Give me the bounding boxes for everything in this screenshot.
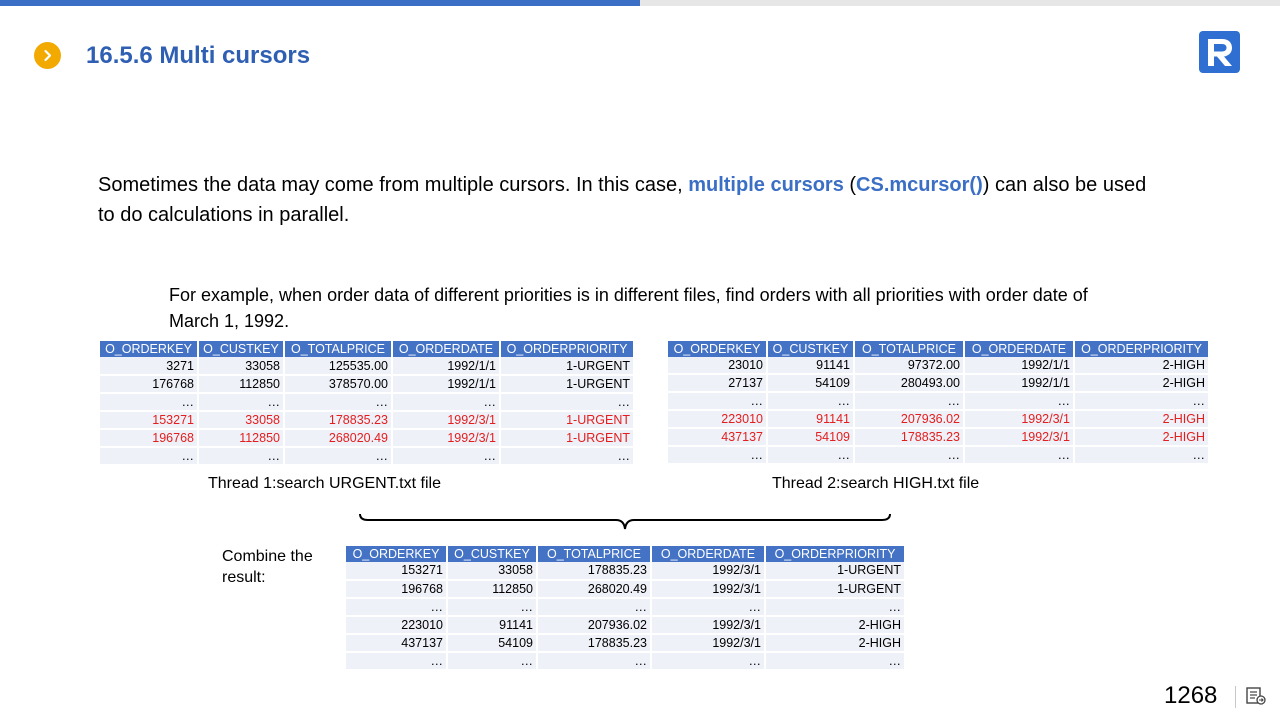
table-cell: 207936.02 bbox=[537, 616, 651, 634]
table-cell: … bbox=[964, 446, 1074, 464]
table-row-highlighted bbox=[100, 429, 634, 447]
table-cell: … bbox=[765, 598, 905, 616]
table-cell: 1992/3/1 bbox=[964, 428, 1074, 446]
table-row-highlighted bbox=[668, 410, 1209, 428]
column-header: O_ORDERKEY bbox=[100, 341, 198, 357]
intro-highlight-multiple-cursors: multiple cursors bbox=[688, 174, 844, 196]
table-cell: 178835.23 bbox=[537, 562, 651, 580]
table-cell: 33058 bbox=[198, 411, 284, 429]
column-header: O_ORDERKEY bbox=[346, 546, 447, 562]
table-cell: 1992/1/1 bbox=[392, 375, 500, 393]
table-row bbox=[346, 562, 905, 580]
table-cell: 1-URGENT bbox=[500, 357, 634, 375]
table-cell: 112850 bbox=[447, 580, 537, 598]
intro-highlight-function: CS.mcursor() bbox=[856, 174, 983, 196]
table-cell: 54109 bbox=[447, 634, 537, 652]
table-cell: 178835.23 bbox=[854, 428, 964, 446]
table-cell: 2-HIGH bbox=[1074, 410, 1209, 428]
table-row bbox=[346, 598, 905, 616]
table-cell: … bbox=[1074, 446, 1209, 464]
table-row bbox=[346, 652, 905, 670]
thread2-table bbox=[668, 341, 1210, 465]
progress-fill bbox=[0, 0, 640, 6]
table-cell: 3271 bbox=[100, 357, 198, 375]
table-cell: 91141 bbox=[447, 616, 537, 634]
table-cell: 1992/3/1 bbox=[392, 429, 500, 447]
table-cell: … bbox=[537, 652, 651, 670]
example-text: For example, when order data of different priorities is in different files, find orders with all priorities with order date of March 1, 1992. bbox=[169, 285, 1088, 331]
table-header-row bbox=[100, 341, 634, 357]
table-row bbox=[100, 447, 634, 465]
table-cell: … bbox=[767, 392, 854, 410]
table-cell: 176768 bbox=[100, 375, 198, 393]
intro-text-part1: Sometimes the data may come from multiple cursors. In this case, bbox=[98, 174, 689, 196]
column-header: O_TOTALPRICE bbox=[284, 341, 392, 357]
intro-text-part2: ( bbox=[843, 174, 857, 196]
table-row bbox=[100, 375, 634, 393]
progress-bar bbox=[0, 0, 1280, 6]
table-cell: 112850 bbox=[198, 375, 284, 393]
table-cell: 1-URGENT bbox=[500, 429, 634, 447]
table-cell: 378570.00 bbox=[284, 375, 392, 393]
table-header-row bbox=[668, 341, 1209, 357]
table-cell: 112850 bbox=[198, 429, 284, 447]
table-row-highlighted bbox=[668, 428, 1209, 446]
table-row bbox=[668, 446, 1209, 464]
thread2-caption: Thread 2:search HIGH.txt file bbox=[772, 475, 980, 492]
table-cell: 1992/3/1 bbox=[651, 634, 765, 652]
table-row-highlighted bbox=[100, 411, 634, 429]
notes-icon[interactable] bbox=[1245, 686, 1267, 706]
combine-label: Combine the result: bbox=[222, 548, 313, 586]
table-cell: … bbox=[854, 392, 964, 410]
table-cell: 437137 bbox=[346, 634, 447, 652]
table-cell: 97372.00 bbox=[854, 357, 964, 374]
table-cell: 2-HIGH bbox=[1074, 374, 1209, 392]
table-cell: … bbox=[447, 598, 537, 616]
page-title: 16.5.6 Multi cursors bbox=[86, 42, 311, 69]
table-cell: 2-HIGH bbox=[1074, 428, 1209, 446]
column-header: O_TOTALPRICE bbox=[854, 341, 964, 357]
table-cell: … bbox=[346, 652, 447, 670]
table-cell: 27137 bbox=[668, 374, 767, 392]
table-cell: … bbox=[765, 652, 905, 670]
table-cell: 54109 bbox=[767, 428, 854, 446]
table-cell: 280493.00 bbox=[854, 374, 964, 392]
table-row bbox=[346, 580, 905, 598]
table-cell: 1992/3/1 bbox=[651, 562, 765, 580]
table-cell: … bbox=[392, 447, 500, 465]
table-cell: 1992/1/1 bbox=[392, 357, 500, 375]
combined-result-table bbox=[346, 546, 906, 671]
table-cell: 1992/1/1 bbox=[964, 374, 1074, 392]
table-row bbox=[668, 357, 1209, 374]
thread1-caption: Thread 1:search URGENT.txt file bbox=[208, 475, 441, 492]
table-cell: … bbox=[537, 598, 651, 616]
table-cell: 125535.00 bbox=[284, 357, 392, 375]
table-cell: 1-URGENT bbox=[765, 580, 905, 598]
column-header: O_ORDERDATE bbox=[392, 341, 500, 357]
table-cell: 1992/3/1 bbox=[392, 411, 500, 429]
table-cell: 196768 bbox=[346, 580, 447, 598]
table-cell: … bbox=[100, 393, 198, 411]
table-row bbox=[100, 357, 634, 375]
table-row bbox=[668, 392, 1209, 410]
table-cell: … bbox=[500, 447, 634, 465]
table-cell: 91141 bbox=[767, 357, 854, 374]
column-header: O_ORDERPRIORITY bbox=[500, 341, 634, 357]
table-row bbox=[668, 374, 1209, 392]
table-cell: 1992/3/1 bbox=[651, 580, 765, 598]
table-cell: 91141 bbox=[767, 410, 854, 428]
column-header: O_ORDERPRIORITY bbox=[765, 546, 905, 562]
table-row bbox=[346, 634, 905, 652]
column-header: O_TOTALPRICE bbox=[537, 546, 651, 562]
table-cell: 2-HIGH bbox=[765, 616, 905, 634]
table-cell: 2-HIGH bbox=[1074, 357, 1209, 374]
table-cell: 1-URGENT bbox=[500, 411, 634, 429]
page-number: 1268 bbox=[1164, 682, 1218, 709]
table-cell: 178835.23 bbox=[537, 634, 651, 652]
table-cell: … bbox=[854, 446, 964, 464]
table-cell: … bbox=[284, 393, 392, 411]
merge-brace-icon bbox=[358, 510, 892, 532]
table-cell: … bbox=[447, 652, 537, 670]
table-cell: 33058 bbox=[447, 562, 537, 580]
column-header: O_CUSTKEY bbox=[447, 546, 537, 562]
table-cell: … bbox=[651, 652, 765, 670]
table-cell: … bbox=[346, 598, 447, 616]
thread1-table bbox=[100, 341, 635, 466]
table-row bbox=[346, 616, 905, 634]
table-cell: 207936.02 bbox=[854, 410, 964, 428]
table-cell: … bbox=[651, 598, 765, 616]
table-cell: 23010 bbox=[668, 357, 767, 374]
table-cell: … bbox=[198, 447, 284, 465]
intro-text-part3: ) can also be used to do calculations in parallel. bbox=[98, 174, 1147, 226]
table-cell: … bbox=[767, 446, 854, 464]
table-cell: … bbox=[1074, 392, 1209, 410]
table-cell: 223010 bbox=[668, 410, 767, 428]
footer-divider bbox=[1235, 686, 1236, 708]
table-cell: 1-URGENT bbox=[500, 375, 634, 393]
table-cell: 153271 bbox=[100, 411, 198, 429]
table-cell: 33058 bbox=[198, 357, 284, 375]
table-cell: 2-HIGH bbox=[765, 634, 905, 652]
table-cell: 178835.23 bbox=[284, 411, 392, 429]
table-cell: … bbox=[392, 393, 500, 411]
table-cell: 1992/3/1 bbox=[964, 410, 1074, 428]
table-cell: 1-URGENT bbox=[765, 562, 905, 580]
column-header: O_ORDERKEY bbox=[668, 341, 767, 357]
table-cell: 1992/3/1 bbox=[651, 616, 765, 634]
table-cell: … bbox=[668, 446, 767, 464]
table-header-row bbox=[346, 546, 905, 562]
brand-logo-icon bbox=[1199, 31, 1240, 73]
table-cell: 268020.49 bbox=[284, 429, 392, 447]
table-cell: … bbox=[100, 447, 198, 465]
column-header: O_ORDERDATE bbox=[651, 546, 765, 562]
table-cell: 153271 bbox=[346, 562, 447, 580]
table-row bbox=[100, 393, 634, 411]
table-cell: … bbox=[198, 393, 284, 411]
table-cell: … bbox=[668, 392, 767, 410]
table-cell: … bbox=[964, 392, 1074, 410]
table-cell: 54109 bbox=[767, 374, 854, 392]
table-cell: 1992/1/1 bbox=[964, 357, 1074, 374]
table-cell: … bbox=[500, 393, 634, 411]
chevron-right-icon bbox=[34, 42, 61, 69]
column-header: O_CUSTKEY bbox=[198, 341, 284, 357]
table-cell: 437137 bbox=[668, 428, 767, 446]
table-cell: 268020.49 bbox=[537, 580, 651, 598]
column-header: O_ORDERDATE bbox=[964, 341, 1074, 357]
table-cell: 196768 bbox=[100, 429, 198, 447]
column-header: O_ORDERPRIORITY bbox=[1074, 341, 1209, 357]
table-cell: 223010 bbox=[346, 616, 447, 634]
intro-text bbox=[98, 170, 1158, 230]
column-header: O_CUSTKEY bbox=[767, 341, 854, 357]
table-cell: … bbox=[284, 447, 392, 465]
